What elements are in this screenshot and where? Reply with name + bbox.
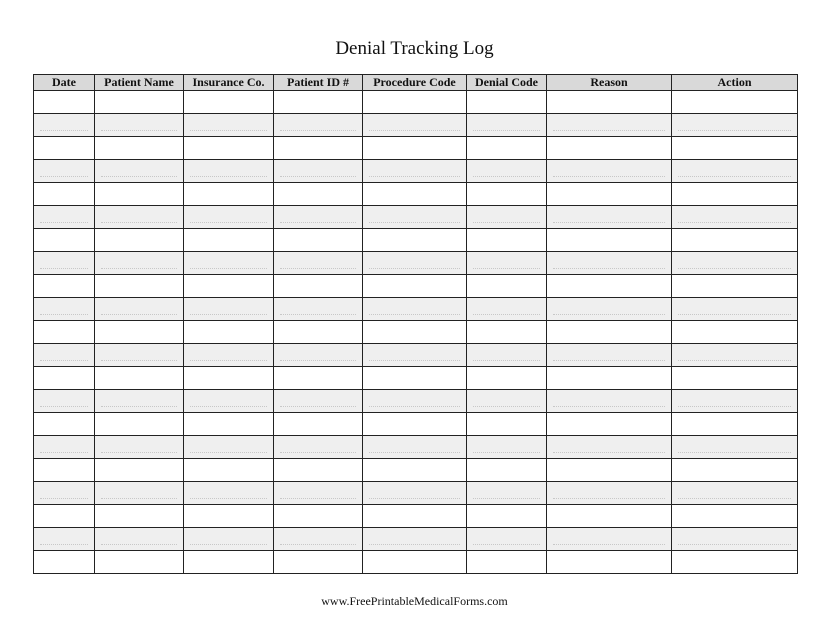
dotted-guide-line	[280, 257, 356, 269]
dotted-guide-line	[473, 303, 540, 315]
cell-action[interactable]	[672, 528, 798, 551]
cell-reason[interactable]	[547, 252, 672, 275]
cell-date[interactable]	[34, 413, 95, 436]
dotted-guide-line	[678, 349, 791, 361]
cell-insurance-co[interactable]	[184, 252, 274, 275]
dotted-guide-line	[473, 487, 540, 499]
cell-insurance-co[interactable]	[184, 321, 274, 344]
cell-patient-id[interactable]	[274, 114, 363, 137]
cell-patient-id[interactable]	[274, 390, 363, 413]
dotted-guide-line	[553, 441, 665, 453]
cell-date[interactable]	[34, 252, 95, 275]
cell-denial-code[interactable]	[467, 91, 547, 114]
cell-denial-code[interactable]	[467, 367, 547, 390]
cell-patient-name[interactable]	[95, 91, 184, 114]
cell-date[interactable]	[34, 390, 95, 413]
cell-procedure-code[interactable]	[363, 275, 467, 298]
cell-reason[interactable]	[547, 436, 672, 459]
cell-insurance-co[interactable]	[184, 229, 274, 252]
table-row	[34, 344, 798, 367]
cell-patient-id[interactable]	[274, 206, 363, 229]
cell-denial-code[interactable]	[467, 482, 547, 505]
cell-action[interactable]	[672, 551, 798, 574]
cell-reason[interactable]	[547, 91, 672, 114]
cell-procedure-code[interactable]	[363, 367, 467, 390]
cell-date[interactable]	[34, 114, 95, 137]
dotted-guide-line	[40, 533, 88, 545]
cell-reason[interactable]	[547, 275, 672, 298]
cell-reason[interactable]	[547, 321, 672, 344]
cell-insurance-co[interactable]	[184, 436, 274, 459]
dotted-guide-line	[101, 349, 177, 361]
cell-insurance-co[interactable]	[184, 160, 274, 183]
cell-action[interactable]	[672, 160, 798, 183]
cell-denial-code[interactable]	[467, 321, 547, 344]
column-header-reason: Reason	[547, 75, 672, 91]
cell-insurance-co[interactable]	[184, 298, 274, 321]
dotted-guide-line	[678, 165, 791, 177]
dotted-guide-line	[40, 303, 88, 315]
cell-patient-id[interactable]	[274, 137, 363, 160]
cell-reason[interactable]	[547, 367, 672, 390]
dotted-guide-line	[473, 533, 540, 545]
dotted-guide-line	[101, 441, 177, 453]
dotted-guide-line	[190, 211, 267, 223]
dotted-guide-line	[369, 257, 460, 269]
cell-patient-name[interactable]	[95, 413, 184, 436]
column-header-patient-id: Patient ID #	[274, 75, 363, 91]
cell-reason[interactable]	[547, 298, 672, 321]
cell-patient-id[interactable]	[274, 229, 363, 252]
cell-patient-name[interactable]	[95, 183, 184, 206]
cell-date[interactable]	[34, 321, 95, 344]
cell-patient-name[interactable]	[95, 137, 184, 160]
table-row	[34, 114, 798, 137]
cell-date[interactable]	[34, 91, 95, 114]
dotted-guide-line	[40, 395, 88, 407]
dotted-guide-line	[40, 349, 88, 361]
cell-patient-name[interactable]	[95, 367, 184, 390]
dotted-guide-line	[553, 395, 665, 407]
dotted-guide-line	[369, 487, 460, 499]
cell-denial-code[interactable]	[467, 114, 547, 137]
cell-denial-code[interactable]	[467, 229, 547, 252]
table-row	[34, 252, 798, 275]
cell-patient-id[interactable]	[274, 436, 363, 459]
dotted-guide-line	[40, 211, 88, 223]
dotted-guide-line	[369, 303, 460, 315]
cell-patient-name[interactable]	[95, 229, 184, 252]
cell-date[interactable]	[34, 528, 95, 551]
dotted-guide-line	[369, 349, 460, 361]
dotted-guide-line	[553, 303, 665, 315]
dotted-guide-line	[473, 441, 540, 453]
dotted-guide-line	[369, 119, 460, 131]
dotted-guide-line	[473, 349, 540, 361]
dotted-guide-line	[280, 119, 356, 131]
cell-insurance-co[interactable]	[184, 413, 274, 436]
cell-denial-code[interactable]	[467, 275, 547, 298]
cell-patient-name[interactable]	[95, 390, 184, 413]
cell-patient-id[interactable]	[274, 413, 363, 436]
cell-reason[interactable]	[547, 459, 672, 482]
cell-insurance-co[interactable]	[184, 275, 274, 298]
cell-procedure-code[interactable]	[363, 252, 467, 275]
dotted-guide-line	[190, 349, 267, 361]
cell-action[interactable]	[672, 436, 798, 459]
dotted-guide-line	[40, 165, 88, 177]
dotted-guide-line	[40, 257, 88, 269]
cell-reason[interactable]	[547, 413, 672, 436]
cell-date[interactable]	[34, 160, 95, 183]
cell-procedure-code[interactable]	[363, 114, 467, 137]
dotted-guide-line	[553, 257, 665, 269]
cell-denial-code[interactable]	[467, 551, 547, 574]
dotted-guide-line	[40, 119, 88, 131]
table-body	[34, 91, 798, 574]
cell-patient-name[interactable]	[95, 436, 184, 459]
cell-denial-code[interactable]	[467, 505, 547, 528]
cell-patient-id[interactable]	[274, 528, 363, 551]
dotted-guide-line	[280, 487, 356, 499]
cell-date[interactable]	[34, 436, 95, 459]
table-row	[34, 91, 798, 114]
dotted-guide-line	[280, 165, 356, 177]
cell-insurance-co[interactable]	[184, 505, 274, 528]
cell-action[interactable]	[672, 367, 798, 390]
cell-action[interactable]	[672, 321, 798, 344]
dotted-guide-line	[369, 211, 460, 223]
dotted-guide-line	[280, 303, 356, 315]
cell-patient-name[interactable]	[95, 321, 184, 344]
table-row	[34, 459, 798, 482]
cell-insurance-co[interactable]	[184, 183, 274, 206]
cell-action[interactable]	[672, 275, 798, 298]
cell-procedure-code[interactable]	[363, 436, 467, 459]
cell-patient-id[interactable]	[274, 482, 363, 505]
cell-reason[interactable]	[547, 183, 672, 206]
cell-patient-id[interactable]	[274, 298, 363, 321]
cell-procedure-code[interactable]	[363, 91, 467, 114]
cell-procedure-code[interactable]	[363, 321, 467, 344]
dotted-guide-line	[280, 533, 356, 545]
cell-patient-id[interactable]	[274, 459, 363, 482]
page-title: Denial Tracking Log	[335, 38, 494, 59]
cell-reason[interactable]	[547, 482, 672, 505]
cell-action[interactable]	[672, 505, 798, 528]
cell-procedure-code[interactable]	[363, 298, 467, 321]
cell-patient-name[interactable]	[95, 114, 184, 137]
dotted-guide-line	[678, 395, 791, 407]
dotted-guide-line	[473, 165, 540, 177]
cell-denial-code[interactable]	[467, 183, 547, 206]
cell-reason[interactable]	[547, 137, 672, 160]
cell-patient-id[interactable]	[274, 551, 363, 574]
denial-log-table	[33, 74, 798, 574]
cell-procedure-code[interactable]	[363, 206, 467, 229]
cell-reason[interactable]	[547, 229, 672, 252]
table-header-row	[34, 75, 798, 91]
cell-date[interactable]	[34, 344, 95, 367]
cell-date[interactable]	[34, 367, 95, 390]
dotted-guide-line	[101, 211, 177, 223]
cell-procedure-code[interactable]	[363, 482, 467, 505]
cell-procedure-code[interactable]	[363, 505, 467, 528]
cell-reason[interactable]	[547, 114, 672, 137]
cell-action[interactable]	[672, 344, 798, 367]
cell-procedure-code[interactable]	[363, 229, 467, 252]
cell-date[interactable]	[34, 275, 95, 298]
table-row	[34, 160, 798, 183]
dotted-guide-line	[553, 165, 665, 177]
cell-reason[interactable]	[547, 505, 672, 528]
dotted-guide-line	[190, 533, 267, 545]
cell-procedure-code[interactable]	[363, 551, 467, 574]
dotted-guide-line	[101, 303, 177, 315]
cell-insurance-co[interactable]	[184, 459, 274, 482]
cell-insurance-co[interactable]	[184, 91, 274, 114]
cell-denial-code[interactable]	[467, 298, 547, 321]
cell-denial-code[interactable]	[467, 436, 547, 459]
dotted-guide-line	[101, 119, 177, 131]
cell-patient-name[interactable]	[95, 482, 184, 505]
cell-date[interactable]	[34, 482, 95, 505]
cell-action[interactable]	[672, 482, 798, 505]
table-row	[34, 528, 798, 551]
dotted-guide-line	[190, 441, 267, 453]
table-row	[34, 229, 798, 252]
cell-insurance-co[interactable]	[184, 482, 274, 505]
cell-date[interactable]	[34, 229, 95, 252]
cell-denial-code[interactable]	[467, 344, 547, 367]
dotted-guide-line	[553, 487, 665, 499]
cell-insurance-co[interactable]	[184, 551, 274, 574]
cell-procedure-code[interactable]	[363, 413, 467, 436]
cell-date[interactable]	[34, 505, 95, 528]
cell-denial-code[interactable]	[467, 252, 547, 275]
dotted-guide-line	[473, 119, 540, 131]
cell-action[interactable]	[672, 252, 798, 275]
dotted-guide-line	[280, 395, 356, 407]
dotted-guide-line	[369, 441, 460, 453]
dotted-guide-line	[101, 487, 177, 499]
cell-denial-code[interactable]	[467, 137, 547, 160]
dotted-guide-line	[553, 533, 665, 545]
cell-reason[interactable]	[547, 160, 672, 183]
cell-patient-name[interactable]	[95, 160, 184, 183]
cell-date[interactable]	[34, 183, 95, 206]
cell-procedure-code[interactable]	[363, 528, 467, 551]
cell-patient-name[interactable]	[95, 275, 184, 298]
dotted-guide-line	[369, 165, 460, 177]
column-header-action: Action	[672, 75, 798, 91]
cell-procedure-code[interactable]	[363, 390, 467, 413]
column-header-patient-name: Patient Name	[95, 75, 184, 91]
cell-reason[interactable]	[547, 528, 672, 551]
dotted-guide-line	[678, 303, 791, 315]
table-row	[34, 505, 798, 528]
dotted-guide-line	[190, 303, 267, 315]
dotted-guide-line	[190, 165, 267, 177]
cell-action[interactable]	[672, 390, 798, 413]
cell-insurance-co[interactable]	[184, 344, 274, 367]
cell-action[interactable]	[672, 114, 798, 137]
cell-patient-id[interactable]	[274, 321, 363, 344]
column-header-procedure-code: Procedure Code	[363, 75, 467, 91]
cell-patient-name[interactable]	[95, 505, 184, 528]
dotted-guide-line	[553, 211, 665, 223]
dotted-guide-line	[101, 395, 177, 407]
cell-denial-code[interactable]	[467, 413, 547, 436]
cell-date[interactable]	[34, 137, 95, 160]
dotted-guide-line	[553, 349, 665, 361]
cell-date[interactable]	[34, 206, 95, 229]
dotted-guide-line	[678, 257, 791, 269]
cell-action[interactable]	[672, 459, 798, 482]
cell-date[interactable]	[34, 551, 95, 574]
cell-patient-name[interactable]	[95, 344, 184, 367]
dotted-guide-line	[101, 533, 177, 545]
dotted-guide-line	[369, 533, 460, 545]
dotted-guide-line	[369, 395, 460, 407]
cell-patient-name[interactable]	[95, 459, 184, 482]
dotted-guide-line	[473, 257, 540, 269]
dotted-guide-line	[190, 487, 267, 499]
dotted-guide-line	[190, 395, 267, 407]
cell-procedure-code[interactable]	[363, 344, 467, 367]
cell-action[interactable]	[672, 298, 798, 321]
cell-action[interactable]	[672, 91, 798, 114]
cell-denial-code[interactable]	[467, 459, 547, 482]
dotted-guide-line	[280, 211, 356, 223]
dotted-guide-line	[473, 395, 540, 407]
cell-patient-id[interactable]	[274, 183, 363, 206]
dotted-guide-line	[101, 165, 177, 177]
cell-denial-code[interactable]	[467, 206, 547, 229]
dotted-guide-line	[40, 487, 88, 499]
table-row	[34, 321, 798, 344]
cell-patient-id[interactable]	[274, 367, 363, 390]
cell-action[interactable]	[672, 229, 798, 252]
cell-patient-name[interactable]	[95, 528, 184, 551]
dotted-guide-line	[678, 487, 791, 499]
column-header-date: Date	[34, 75, 95, 91]
cell-reason[interactable]	[547, 206, 672, 229]
cell-procedure-code[interactable]	[363, 160, 467, 183]
footer-url: www.FreePrintableMedicalForms.com	[321, 594, 508, 608]
cell-patient-name[interactable]	[95, 551, 184, 574]
cell-patient-id[interactable]	[274, 91, 363, 114]
table-row	[34, 137, 798, 160]
table-row	[34, 413, 798, 436]
cell-patient-name[interactable]	[95, 298, 184, 321]
table-row	[34, 298, 798, 321]
cell-action[interactable]	[672, 137, 798, 160]
cell-patient-id[interactable]	[274, 275, 363, 298]
dotted-guide-line	[190, 257, 267, 269]
cell-procedure-code[interactable]	[363, 183, 467, 206]
dotted-guide-line	[678, 119, 791, 131]
dotted-guide-line	[678, 441, 791, 453]
dotted-guide-line	[678, 211, 791, 223]
table-row	[34, 275, 798, 298]
cell-date[interactable]	[34, 459, 95, 482]
cell-patient-id[interactable]	[274, 160, 363, 183]
dotted-guide-line	[190, 119, 267, 131]
cell-reason[interactable]	[547, 551, 672, 574]
cell-procedure-code[interactable]	[363, 459, 467, 482]
cell-patient-name[interactable]	[95, 252, 184, 275]
cell-date[interactable]	[34, 298, 95, 321]
table-row	[34, 551, 798, 574]
cell-insurance-co[interactable]	[184, 137, 274, 160]
dotted-guide-line	[280, 349, 356, 361]
dotted-guide-line	[473, 211, 540, 223]
cell-action[interactable]	[672, 413, 798, 436]
column-header-denial-code: Denial Code	[467, 75, 547, 91]
cell-action[interactable]	[672, 183, 798, 206]
dotted-guide-line	[40, 441, 88, 453]
cell-denial-code[interactable]	[467, 390, 547, 413]
cell-insurance-co[interactable]	[184, 114, 274, 137]
table-row	[34, 183, 798, 206]
cell-insurance-co[interactable]	[184, 206, 274, 229]
table-row	[34, 482, 798, 505]
cell-patient-id[interactable]	[274, 505, 363, 528]
cell-patient-id[interactable]	[274, 344, 363, 367]
dotted-guide-line	[101, 257, 177, 269]
cell-reason[interactable]	[547, 344, 672, 367]
dotted-guide-line	[553, 119, 665, 131]
dotted-guide-line	[280, 441, 356, 453]
cell-reason[interactable]	[547, 390, 672, 413]
cell-patient-id[interactable]	[274, 252, 363, 275]
cell-insurance-co[interactable]	[184, 528, 274, 551]
cell-insurance-co[interactable]	[184, 367, 274, 390]
table-row	[34, 436, 798, 459]
table-row	[34, 206, 798, 229]
cell-patient-name[interactable]	[95, 206, 184, 229]
column-header-insurance-co: Insurance Co.	[184, 75, 274, 91]
table-row	[34, 390, 798, 413]
cell-denial-code[interactable]	[467, 528, 547, 551]
cell-denial-code[interactable]	[467, 160, 547, 183]
cell-insurance-co[interactable]	[184, 390, 274, 413]
cell-procedure-code[interactable]	[363, 137, 467, 160]
dotted-guide-line	[678, 533, 791, 545]
cell-action[interactable]	[672, 206, 798, 229]
table-row	[34, 367, 798, 390]
